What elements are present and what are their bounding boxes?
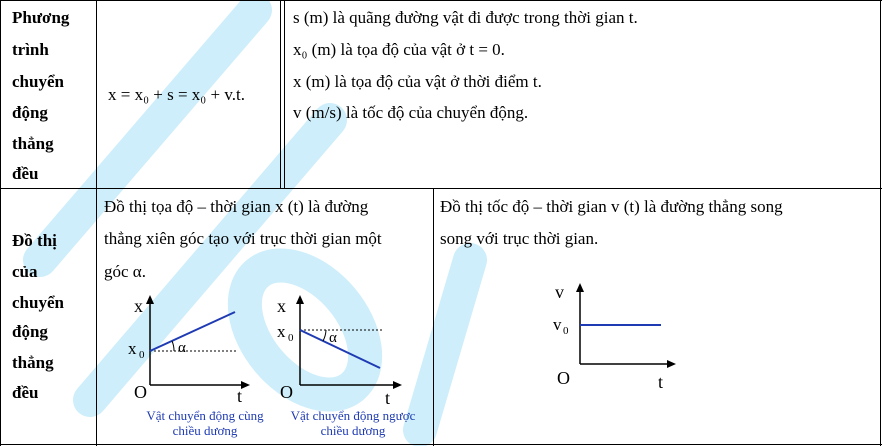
- caption-line: chiều dương: [172, 423, 238, 438]
- origin-label: O: [134, 382, 147, 402]
- caption-line: Vật chuyển động cùng: [146, 408, 264, 423]
- start-label: x: [128, 339, 137, 358]
- row2-header-line: chuyển: [12, 293, 64, 312]
- angle-arc: [323, 330, 326, 341]
- equation: x = x₀ + s = x₀ + v.t.: [108, 85, 245, 104]
- caption-forward: [130, 408, 280, 438]
- row1-header-line: đều: [12, 164, 39, 183]
- row1-header-line: thẳng: [12, 134, 54, 153]
- angle-arc: [172, 341, 174, 351]
- origin-label: O: [557, 368, 570, 388]
- left-text-line: thẳng xiên góc tạo với trục thời gian một: [104, 229, 382, 248]
- x-axis-label: t: [658, 372, 664, 392]
- graph-line: [150, 312, 235, 351]
- y-axis-arrow-icon: [146, 295, 154, 304]
- graph-velocity: [545, 278, 685, 393]
- row2-header-line: đều: [12, 383, 39, 402]
- note-line: v (m/s) là tốc độ của chuyển động.: [293, 103, 529, 122]
- start-label: x: [277, 322, 286, 341]
- origin-label: O: [280, 382, 293, 402]
- caption-backward: [278, 408, 428, 438]
- graph-position-backward: [272, 290, 412, 408]
- x-axis-label: t: [237, 386, 243, 406]
- angle-label: α: [329, 330, 337, 346]
- y-axis-label: x: [134, 296, 143, 316]
- y-axis-label: v: [555, 282, 564, 302]
- note-line: x (m) là tọa độ của vật ở thời điểm t.: [293, 72, 542, 91]
- y-axis-arrow-icon: [576, 283, 584, 292]
- graph-line: [300, 330, 380, 368]
- row2-header-line: động: [12, 322, 48, 341]
- angle-label: α: [178, 340, 186, 356]
- graph-position-forward: [120, 290, 260, 406]
- x-axis-arrow-icon: [241, 381, 250, 389]
- start-sub: 0: [563, 325, 569, 337]
- left-text-line: Đồ thị tọa độ – thời gian x (t) là đường: [104, 197, 369, 216]
- y-axis-label: x: [277, 296, 286, 316]
- left-text-line: góc α.: [104, 262, 146, 281]
- row1-header-line: động: [12, 103, 48, 122]
- note-line: s (m) là quãng đường vật đi được trong thời gian t.: [293, 8, 638, 27]
- start-sub: 0: [288, 332, 294, 344]
- row2-header-line: thẳng: [12, 353, 54, 372]
- start-sub: 0: [139, 349, 145, 361]
- row2-header-line: Đồ thị: [12, 231, 57, 250]
- x-axis-label: t: [385, 388, 391, 408]
- row1-header-line: Phương: [12, 8, 70, 27]
- row2-header-line: của: [12, 262, 38, 281]
- caption-line: chiều dương: [320, 423, 386, 438]
- start-label: v: [553, 315, 562, 334]
- x-axis-arrow-icon: [667, 360, 676, 368]
- caption-line: Vật chuyển động ngược: [290, 408, 416, 423]
- note-line: x₀ (m) là tọa độ của vật ở t = 0.: [293, 40, 505, 59]
- y-axis-arrow-icon: [296, 295, 304, 304]
- x-axis-arrow-icon: [393, 381, 402, 389]
- right-text-line: song với trục thời gian.: [440, 229, 599, 248]
- row1-header-line: chuyển: [12, 72, 64, 91]
- row1-header-line: trình: [12, 40, 49, 59]
- right-text-line: Đồ thị tốc độ – thời gian v (t) là đường thẳng song: [440, 197, 783, 216]
